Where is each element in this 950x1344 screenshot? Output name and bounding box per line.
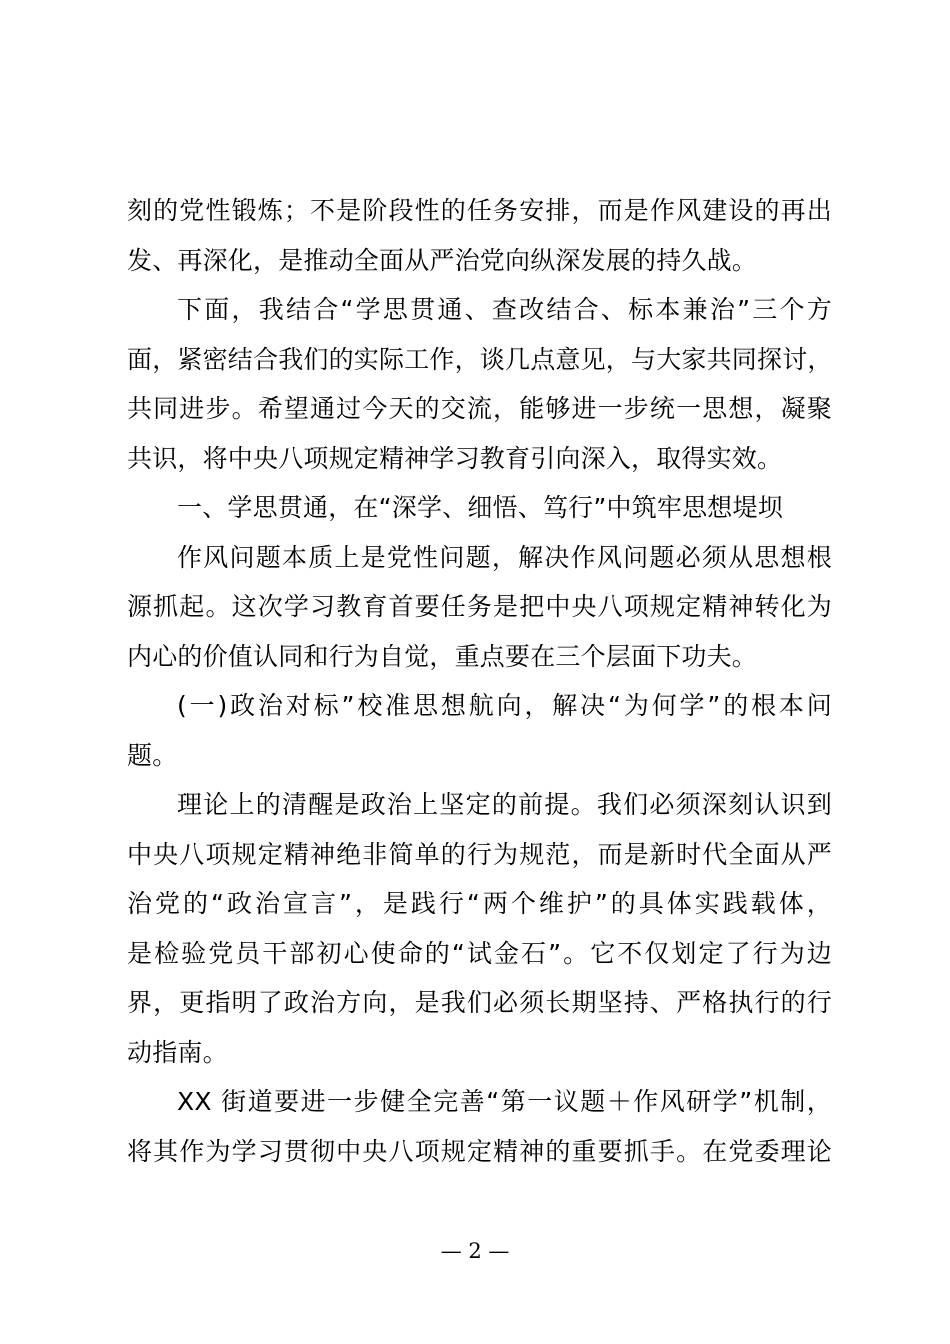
paragraph-line: 作风问题本质上是党性问题，解决作风问题必须从思想根 <box>177 542 832 572</box>
body-text <box>127 186 832 1176</box>
paragraph-line: 动指南。 <box>127 1037 228 1067</box>
paragraph-line: 面，紧密结合我们的实际工作，谈几点意见，与大家共同探讨， <box>127 344 833 374</box>
paragraph-line: XX 街道要进一步健全完善“第一议题＋作风研学”机制， <box>177 1087 832 1116</box>
paragraph-line: 将其作为学习贯彻中央八项规定精神的重要抓手。在党委理论 <box>127 1136 832 1166</box>
paragraph-line: 是检验党员干部初心使命的“试金石”。它不仅划定了行为边 <box>127 938 832 968</box>
subsection-heading: 题。 <box>127 740 178 770</box>
paragraph-line: 下面，我结合“学思贯通、查改结合、标本兼治”三个方 <box>177 295 832 324</box>
paragraph-line: 理论上的清醒是政治上坚定的前提。我们必须深刻认识到 <box>177 790 832 819</box>
paragraph-line: 内心的价值认同和行为自觉，重点要在三个层面下功夫。 <box>127 641 758 671</box>
subsection-heading: (一)政治对标”校准思想航向，解决“为何学”的根本问 <box>177 691 832 720</box>
paragraph-line: 中央八项规定精神绝非简单的行为规范，而是新时代全面从严 <box>127 839 832 869</box>
paragraph-line: 共同进步。希望通过今天的交流，能够进一步统一思想，凝聚 <box>127 394 832 423</box>
paragraph-line: 界，更指明了政治方向，是我们必须长期坚持、严格执行的行 <box>127 988 832 1017</box>
page-number: — 2 — <box>440 1239 510 1263</box>
paragraph-line: 共识，将中央八项规定精神学习教育引向深入，取得实效。 <box>127 443 783 473</box>
paragraph-line: 发、再深化，是推动全面从严治党向纵深发展的持久战。 <box>127 245 758 275</box>
paragraph-line: 源抓起。这次学习教育首要任务是把中央八项规定精神转化为 <box>127 592 832 621</box>
paragraph-line: 治党的“政治宣言”，是践行“两个维护”的具体实践载体， <box>127 889 832 918</box>
section-heading: 一、学思贯通，在“深学、细悟、笃行”中筑牢思想堤坝 <box>177 493 783 522</box>
paragraph-line: 刻的党性锻炼；不是阶段性的任务安排，而是作风建设的再出 <box>127 196 832 225</box>
